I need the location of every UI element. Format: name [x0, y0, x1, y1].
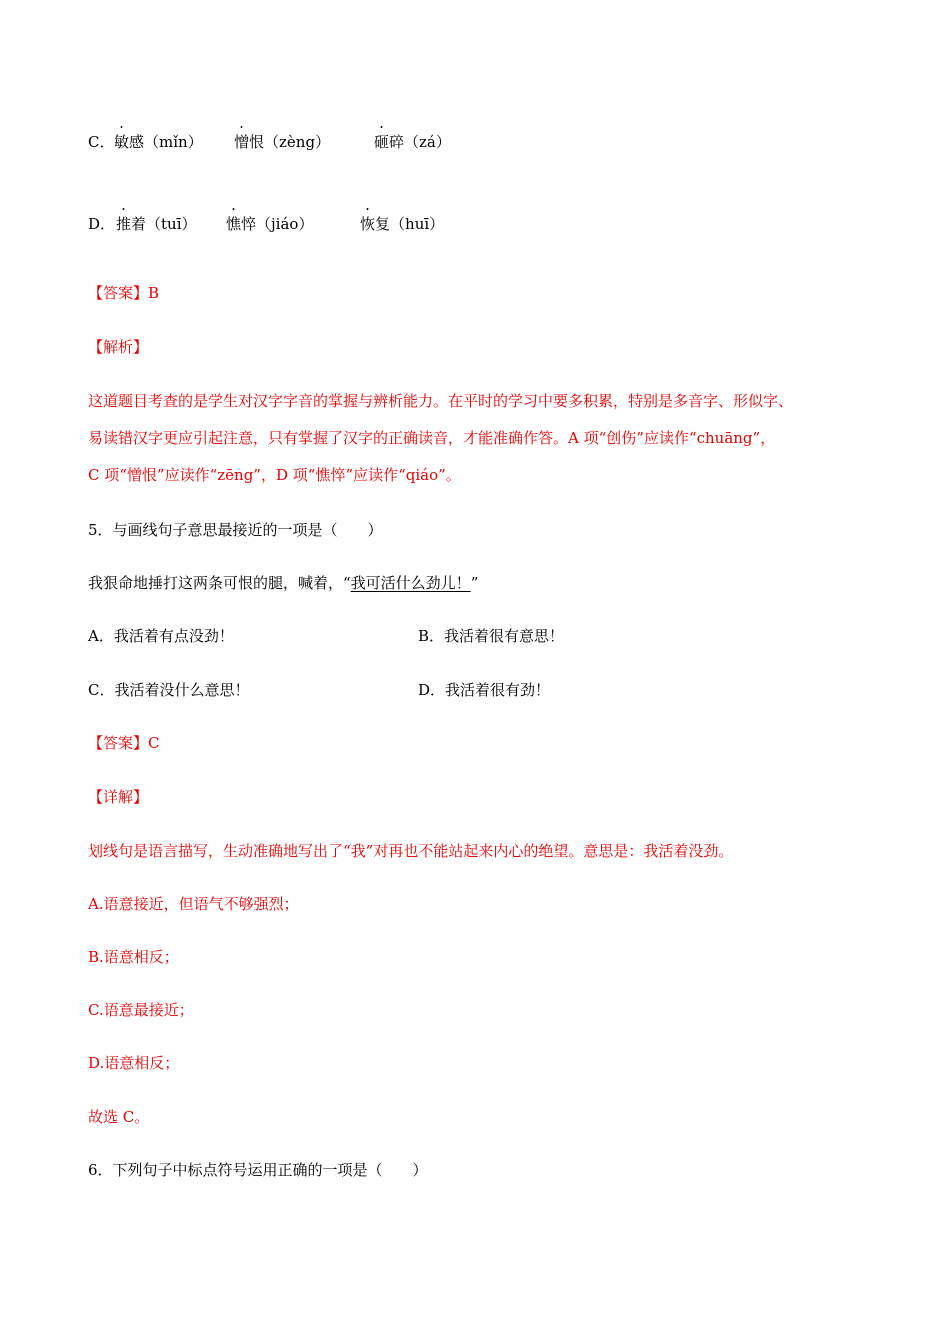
answer-value: B	[148, 284, 160, 302]
q6-stem: 6．下列句子中标点符号运用正确的一项是（ ）	[88, 1161, 428, 1179]
dotted-char: 憔	[226, 215, 242, 233]
underlined-sentence: 我可活什么劲儿！	[350, 574, 471, 592]
q4-analysis-line: 这道题目考查的是学生对汉字字音的掌握与辨析能力。在平时的学习中要多积累，特别是多音字、形似字、	[88, 392, 794, 410]
sentence-text: 我狠命地捶打这两条可恨的腿，喊着，“	[88, 574, 351, 592]
q5-detail-line: A.语意接近，但语气不够强烈；	[88, 895, 299, 913]
q5-option-d: D．我活着很有劲！	[418, 681, 551, 699]
answer-value: C	[148, 734, 160, 752]
pinyin-item: 恢复（huī）	[360, 215, 445, 233]
q5-detail-line: C.语意最接近；	[88, 1001, 194, 1019]
q5-detail-line: D.语意相反；	[88, 1054, 180, 1072]
pinyin-item: 砸碎（zá）	[374, 133, 451, 151]
q5-stem: 5．与画线句子意思最接近的一项是（ ）	[88, 521, 383, 539]
pinyin-item: 憔悴（jiáo）	[226, 215, 314, 233]
dotted-char: 砸	[374, 133, 390, 151]
q5-detail-line: B.语意相反；	[88, 948, 179, 966]
dotted-char: 敏	[114, 133, 130, 151]
q5-detail-label: 【详解】	[88, 788, 149, 806]
pinyin-item: 推着（tuī）	[116, 215, 197, 233]
q4-option-d	[88, 214, 445, 234]
q5-detail-line: 故选 C。	[88, 1108, 150, 1126]
q4-answer	[88, 283, 159, 303]
q5-sentence	[88, 573, 478, 593]
q4-analysis-line: 易读错汉字更应引起注意，只有掌握了汉字的正确读音，才能准确作答。A 项“创伤”应读作“chuāng”，	[88, 429, 776, 447]
q5-option-c: C．我活着没什么意思！	[88, 681, 250, 699]
q5-answer	[88, 733, 160, 753]
answer-label: 【答案】	[88, 734, 149, 752]
q4-analysis-line: C 项“憎恨”应读作“zēng”，D 项“憔悴”应读作“qiáo”。	[88, 466, 461, 484]
answer-label: 【答案】	[88, 284, 149, 302]
q5-option-a: A．我活着有点没劲！	[88, 627, 234, 645]
sentence-close: ”	[470, 574, 479, 592]
option-label: D．	[88, 215, 116, 233]
q4-option-c	[88, 132, 451, 152]
dotted-char: 恢	[360, 215, 376, 233]
q4-analysis-label: 【解析】	[88, 338, 149, 356]
q5-option-b: B．我活着很有意思！	[418, 627, 565, 645]
dotted-char: 推	[116, 215, 132, 233]
q5-detail-line: 划线句是语言描写，生动准确地写出了“我”对再也不能站起来内心的绝望。意思是：我活着没劲。	[88, 842, 734, 860]
pinyin-item: 憎恨（zèng）	[234, 133, 331, 151]
pinyin-item: 敏感（mǐn）	[114, 133, 203, 151]
option-label: C．	[88, 133, 115, 151]
dotted-char: 憎	[234, 133, 250, 151]
